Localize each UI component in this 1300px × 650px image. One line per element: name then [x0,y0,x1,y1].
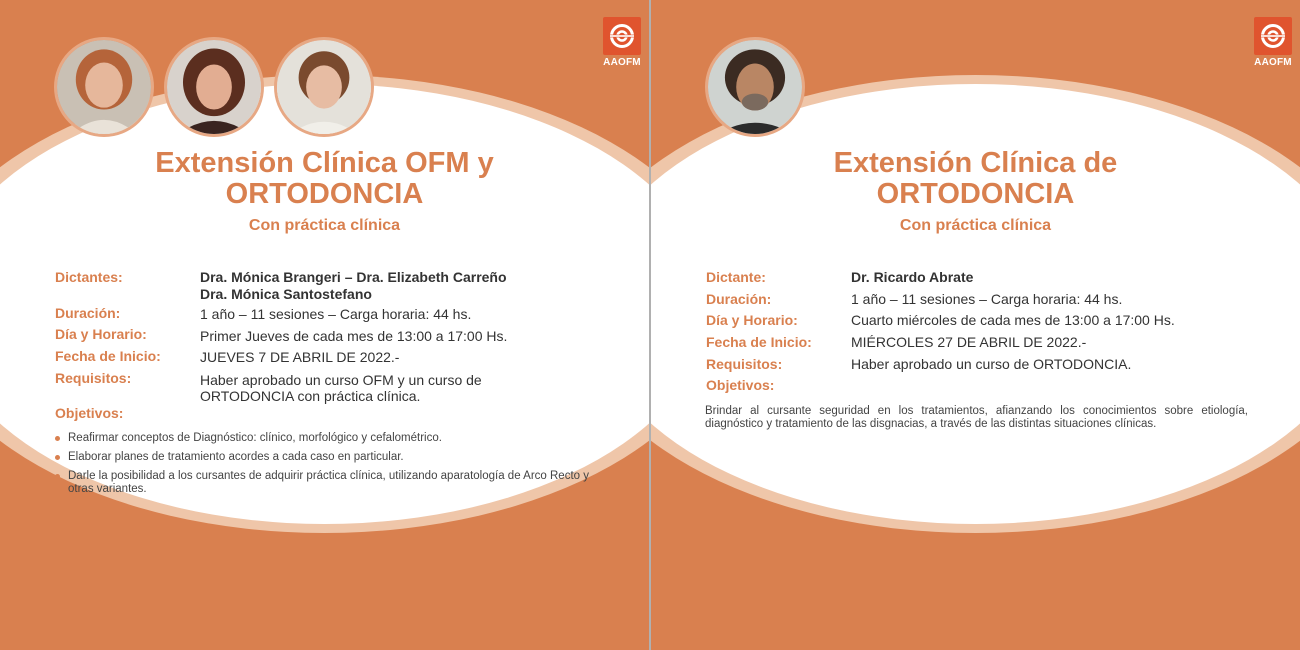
label-dictante: Dictante: [706,269,766,285]
speaker-photo-brangeri [54,37,154,137]
portrait-man-icon [708,40,802,134]
course-title [0,148,649,210]
label-dia-horario: Día y Horario: [706,312,798,328]
label-requisitos: Requisitos: [706,356,783,372]
portrait-woman-3-icon [277,40,371,134]
label-dia-horario: Día y Horario: [55,326,147,342]
aaofm-logo-text: AAOFM [1254,57,1292,68]
bullet-icon [55,455,60,460]
value-requisitos-line-2: ORTODONCIA con práctica clínica. [200,388,421,404]
objetivo-text: Reafirmar conceptos de Diagnóstico: clínico, morfológico y cefalométrico. [68,432,442,444]
course-title [651,148,1300,210]
value-fecha-inicio: JUEVES 7 DE ABRIL DE 2022.- [200,349,400,365]
speaker-photo-santostefano [274,37,374,137]
label-requisitos: Requisitos: [55,370,132,386]
value-duracion: 1 año – 11 sesiones – Carga horaria: 44 hs. [200,306,472,322]
objetivo-text: Darle la posibilidad a los cursantes de adquirir práctica clínica, utilizando aparatología de Arco Recto y otras variantes. [68,470,589,495]
aaofm-logo-icon [603,17,641,55]
speaker-photo-abrate [705,37,805,137]
value-fecha-inicio: MIÉRCOLES 27 DE ABRIL DE 2022.- [851,334,1087,350]
aaofm-logo [603,17,641,72]
objetivos-paragraph: Brindar al cursante seguridad en los tratamientos, afianzando los conocimientos sobre etiología, diagnóstico y tratamiento de las disgnacias, a través de las distintas situaciones clínicas. [705,405,1248,430]
speaker-photo-carreno [164,37,264,137]
value-dia-horario: Primer Jueves de cada mes de 13:00 a 17:00 Hs. [200,328,508,344]
bullet-icon [55,436,60,441]
course-flyer-ofm-ortodoncia [0,0,649,650]
label-duracion: Duración: [706,291,772,307]
bullet-icon [55,474,60,479]
aaofm-logo-icon [1254,17,1292,55]
value-dictantes-line-1: Dra. Mónica Brangeri – Dra. Elizabeth Carreño [200,269,507,285]
value-duracion: 1 año – 11 sesiones – Carga horaria: 44 hs. [851,291,1123,307]
aaofm-logo-text: AAOFM [603,57,641,68]
portrait-woman-2-icon [167,40,261,134]
course-subtitle: Con práctica clínica [248,217,401,234]
course-title-line-2: ORTODONCIA [225,178,424,210]
course-subtitle: Con práctica clínica [899,217,1052,234]
aaofm-logo [1254,17,1292,72]
label-fecha-inicio: Fecha de Inicio: [706,334,812,350]
value-dia-horario: Cuarto miércoles de cada mes de 13:00 a 17:00 Hs. [851,312,1175,328]
value-requisitos-line-1: Haber aprobado un curso OFM y un curso de [200,372,482,388]
value-requisitos: Haber aprobado un curso de ORTODONCIA. [851,356,1132,372]
objetivo-text: Elaborar planes de tratamiento acordes a cada caso en particular. [68,451,404,463]
portrait-woman-1-icon [57,40,151,134]
label-objetivos: Objetivos: [706,377,775,393]
course-title-line-1: Extensión Clínica OFM y [155,147,494,179]
course-title-line-1: Extensión Clínica de [833,147,1118,179]
course-flyer-ortodoncia [651,0,1300,650]
value-dictante: Dr. Ricardo Abrate [851,269,974,285]
label-duracion: Duración: [55,305,121,321]
label-fecha-inicio: Fecha de Inicio: [55,348,161,364]
label-dictantes: Dictantes: [55,269,123,285]
value-dictantes-line-2: Dra. Mónica Santostefano [200,286,372,302]
label-objetivos: Objetivos: [55,405,124,421]
course-title-line-2: ORTODONCIA [876,178,1075,210]
